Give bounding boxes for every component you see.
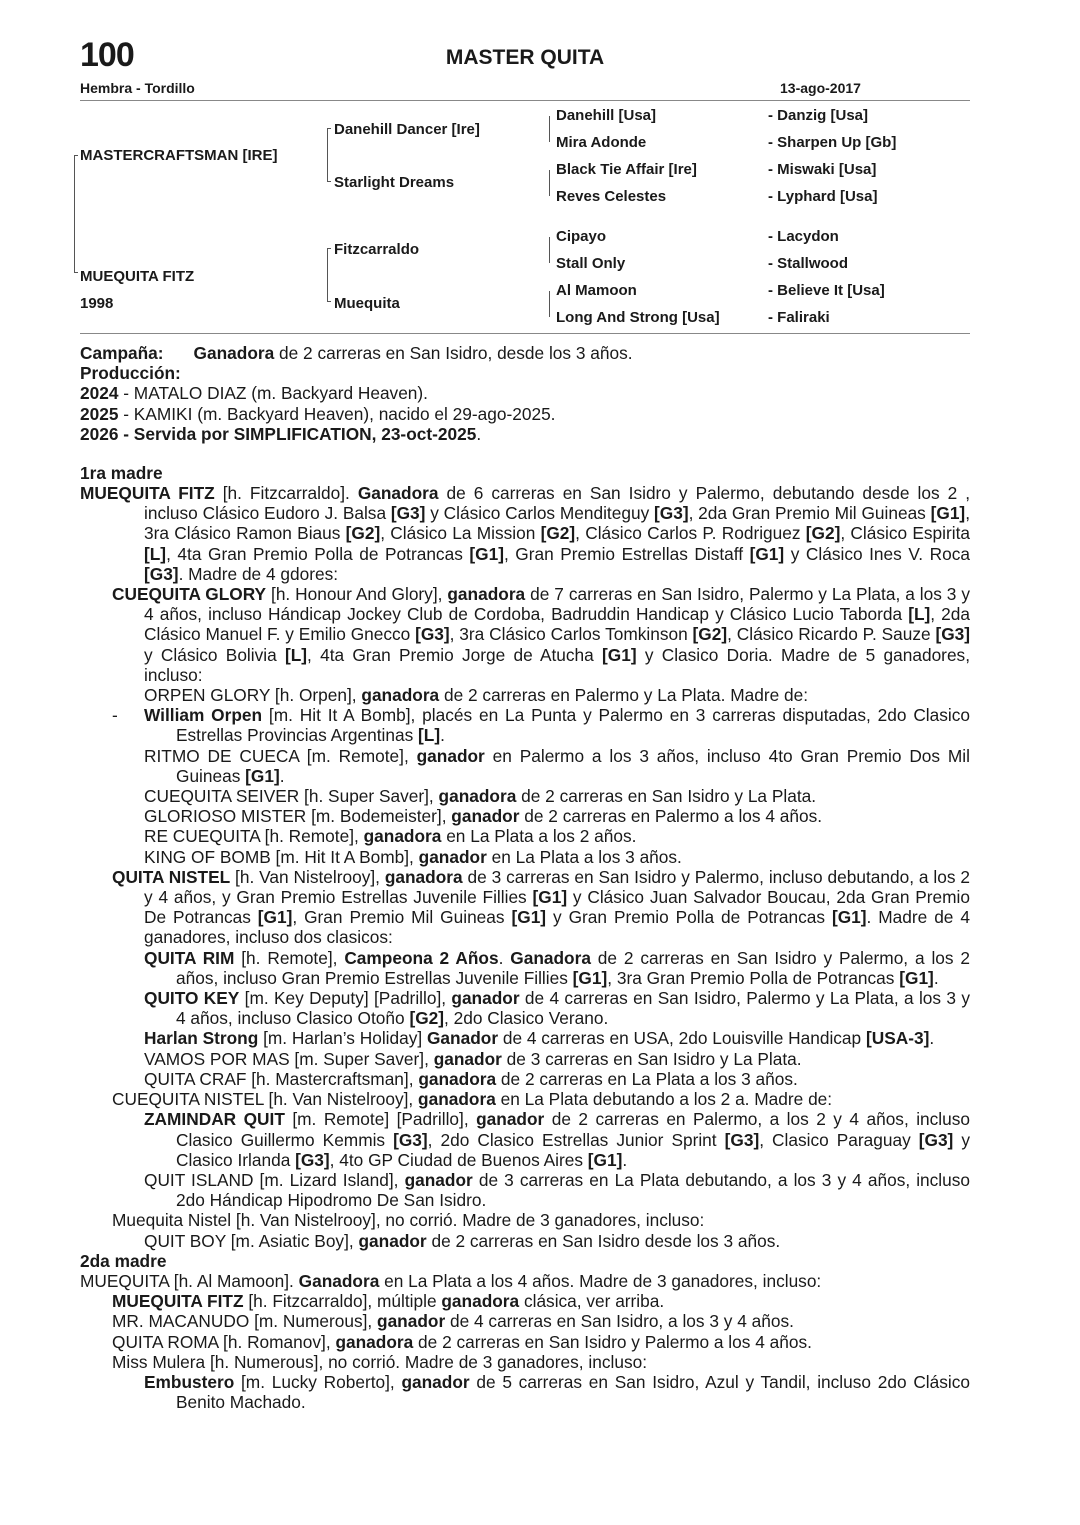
bracket-line	[327, 248, 328, 302]
bracket-line	[549, 116, 550, 142]
entry-text: y Gran Premio Polla de Potrancas	[546, 907, 832, 928]
entry-text: de 2 carreras en Palermo a los 4 años.	[519, 806, 823, 827]
family-entry	[80, 685, 970, 705]
entry-text: , Gran Premio Estrellas Distaff	[503, 543, 750, 564]
entry-text: en La Plata a los 2 años.	[441, 826, 637, 847]
entry-text: QUIT BOY [m. Asiatic Boy],	[144, 1230, 359, 1251]
entry-text: CUEQUITA SEIVER [h. Super Saver],	[144, 786, 439, 807]
grade-badge: [G3]	[390, 503, 426, 524]
grade-badge: [L]	[908, 604, 931, 625]
entry-text: RITMO DE CUECA [m. Remote],	[144, 745, 417, 766]
grade-badge: [G2]	[345, 523, 381, 544]
entry-text: en La Plata a los 4 años. Madre de 3 ganadores, incluso:	[379, 1270, 822, 1291]
entry-text: QUITA ROMA [h. Romanov],	[112, 1331, 336, 1352]
grade-badge: [G1]	[602, 644, 637, 665]
bracket-line	[74, 155, 75, 273]
entry-name: QUITA RIM	[144, 947, 235, 968]
entry-text: Ganador	[426, 1028, 499, 1049]
family-entry	[80, 1028, 970, 1048]
entry-text: ganadora	[384, 866, 463, 887]
entry-text: QUITA CRAF [h. Mastercraftsman],	[144, 1068, 419, 1089]
pedigree-gen3: Mira Adonde	[556, 134, 647, 151]
family-entry	[80, 948, 970, 988]
bracket-line	[549, 170, 550, 196]
production-row	[80, 424, 970, 444]
entry-text: , Gran Premio Mil Guineas	[292, 907, 512, 928]
production-title: Producción:	[80, 363, 181, 384]
production-text: - KAMIKI (m. Backyard Heaven), nacido el 29-ago-2025.	[118, 403, 556, 424]
entry-text: de 7 carreras en San Isidro, Palermo y La Plata, a los 3 y 4 años, incluso Hándicap Jockey Club de Cordoba, Badruddin Handicap y Clásico Lucio Taborda	[144, 584, 970, 625]
entry-text: ganadora	[438, 786, 517, 807]
entry-text: ORPEN GLORY [h. Orpen],	[144, 685, 362, 706]
bracket-line	[549, 237, 550, 263]
entry-text: [h. Van Nistelrooy],	[230, 866, 385, 887]
horse-name: MASTER QUITA	[445, 46, 605, 69]
production-text: - MATALO DIAZ (m. Backyard Heaven).	[118, 383, 428, 404]
entry-text: en La Plata a los 3 años.	[486, 846, 682, 867]
family-entry	[80, 483, 970, 584]
grade-badge: [G1]	[257, 907, 293, 928]
entry-text: QUIT ISLAND [m. Lizard Island],	[144, 1169, 405, 1190]
birth-date: 13-ago-2017	[780, 80, 861, 96]
grade-badge: [L]	[284, 644, 308, 665]
grade-badge: [G1]	[532, 887, 568, 908]
grade-badge: [L]	[144, 543, 167, 564]
pedigree-gen4-name: Lyphard [Usa]	[777, 188, 878, 205]
grade-badge: [G2]	[805, 523, 841, 544]
entry-text: MUEQUITA [h. Al Mamoon].	[80, 1270, 299, 1291]
pedigree-gen3: Danehill [Usa]	[556, 107, 657, 124]
entry-text: , Clásico Carlos P. Rodriguez	[575, 523, 806, 544]
pedigree-sire: MASTERCRAFTSMAN [IRE]	[80, 147, 278, 164]
entry-text: en La Plata debutando a los 2 a. Madre de:	[495, 1089, 833, 1110]
entry-text: .	[933, 967, 939, 988]
campaign-label: Campaña:	[80, 343, 164, 363]
entry-name: ZAMINDAR QUIT	[144, 1109, 285, 1130]
entry-text: ganadora	[418, 1068, 497, 1089]
entry-name: QUITA NISTEL	[112, 866, 231, 887]
pedigree-gen4: - Danzig [Usa]	[768, 107, 869, 124]
entry-name: MUEQUITA FITZ	[112, 1291, 244, 1312]
entry-text: [h. Honour And Glory],	[266, 584, 448, 605]
grade-badge: [G1]	[831, 907, 867, 928]
family-entry	[80, 1352, 970, 1372]
entry-text: ganador	[401, 1371, 470, 1392]
family-entry	[80, 988, 970, 1028]
pedigree-gen4-name: Faliraki	[777, 309, 830, 326]
pedigree-gen4-name: Danzig [Usa]	[777, 107, 869, 124]
entry-name: CUEQUITA GLORY	[112, 584, 267, 605]
pedigree-gen3: Al Mamoon	[556, 282, 637, 299]
entry-text: de 3 carreras en La Plata debutando, a los 3 y 4 años, incluso 2do Hándicap Hipodromo De San Isidro.	[176, 1169, 971, 1211]
entry-text: ganador	[418, 846, 487, 867]
production-row	[80, 383, 970, 403]
production-text: - Servida por SIMPLIFICATION, 23-oct-2025	[118, 423, 477, 444]
entry-text: RE CUEQUITA [h. Remote],	[144, 826, 364, 847]
family-entry	[80, 1109, 970, 1170]
grade-badge: [G1]	[930, 503, 966, 524]
grade-badge: [G1]	[511, 907, 547, 928]
entry-text: de 2 carreras en San Isidro desde los 3 años.	[426, 1230, 781, 1251]
entry-text: de 3 carreras en San Isidro y Palermo, incluso debutando, a los 2 y 4 años, y Gran Premio Estrellas Juvenile Fillies	[144, 866, 970, 908]
pedigree-gen4-name: Stallwood	[777, 255, 849, 272]
entry-text: de 2 carreras en Palermo, a los 2 y 4 años, incluso Clasico Guillermo Kemmis	[176, 1109, 970, 1150]
entry-text: ganador	[433, 1048, 502, 1069]
family-entry	[80, 826, 970, 846]
sex-color: Hembra - Tordillo	[80, 80, 195, 96]
entry-text: , 4to GP Ciudad de Buenos Aires	[329, 1149, 588, 1170]
grade-badge: [G1]	[749, 543, 785, 564]
entry-text: [h. Fitzcarraldo], múltiple	[243, 1291, 442, 1312]
entry-text: .	[279, 765, 285, 786]
header-rule	[80, 100, 970, 101]
entry-text: .	[440, 725, 445, 746]
pedigree-rule	[80, 333, 970, 334]
entry-text: de 2 carreras en San Isidro y Palermo a los 4 años.	[413, 1331, 812, 1352]
bracket-tick	[74, 272, 78, 273]
family-entry	[80, 867, 970, 948]
grade-badge: [G3]	[295, 1149, 330, 1170]
family-entry	[80, 1332, 970, 1352]
pedigree-dam-year: 1998	[80, 295, 114, 312]
entry-text: KING OF BOMB [m. Hit It A Bomb],	[144, 846, 419, 867]
grade-badge: [G2]	[692, 624, 728, 645]
first-dam-section	[80, 463, 970, 483]
campaign-result: Ganadora	[193, 343, 275, 363]
entry-text: ganador	[476, 1109, 545, 1130]
entry-text: Ganadora	[298, 1270, 380, 1291]
entry-text: ganadora	[363, 826, 442, 847]
family-entry	[80, 705, 970, 745]
entry-text: .	[498, 947, 511, 968]
campaign-line	[80, 343, 970, 363]
entry-text: clásica, ver arriba.	[519, 1291, 665, 1312]
bracket-tick	[327, 128, 331, 129]
pedigree-gen4: - Faliraki	[768, 309, 830, 326]
entry-text: ganadora	[441, 1291, 520, 1312]
family-entry	[80, 847, 970, 867]
pedigree-gen4: - Lacydon	[768, 228, 839, 245]
entry-text: de 2 carreras en San Isidro y Palermo, a los 2 años, incluso Gran Premio Estrellas Juvenile Fillies	[176, 947, 971, 988]
entry-text: ganador	[416, 745, 485, 766]
entry-text: de 3 carreras en San Isidro y La Plata.	[501, 1048, 802, 1069]
entry-text: MR. MACANUDO [m. Numerous],	[112, 1311, 378, 1332]
entry-text: , 4ta Gran Premio Jorge de Atucha	[307, 644, 603, 665]
entry-text: , Clásico La Mission	[380, 523, 541, 544]
entry-text: Muequita Nistel [h. Van Nistelrooy], no corrió. Madre de 3 ganadores, incluso:	[112, 1210, 705, 1231]
entry-text: y Clásico Juan Salvador Boucau, 2da Gran Premio De Potrancas	[144, 887, 970, 928]
entry-text: y Clásico Bolivia	[144, 644, 285, 665]
entry-text: [m. Key Deputy] [Padrillo],	[239, 988, 452, 1009]
family-entry	[80, 806, 970, 826]
entry-text: .	[929, 1028, 935, 1049]
pedigree-gen4: - Sharpen Up [Gb]	[768, 134, 897, 151]
bracket-line	[327, 128, 328, 182]
entry-text: [h. Fitzcarraldo].	[214, 483, 358, 503]
production-row	[80, 404, 970, 424]
production-year: 2024	[80, 383, 119, 404]
entry-name: William Orpen	[144, 705, 263, 726]
entry-text: , 3ra Clásico Carlos Tomkinson	[449, 624, 693, 645]
grade-badge: [G3]	[724, 1129, 760, 1150]
entry-text: ganador	[451, 988, 520, 1009]
entry-text: [m. Lucky Roberto],	[234, 1371, 402, 1392]
entry-text: [m. Hit It A Bomb], placés en La Punta y Palermo en 3 carreras disputadas, 2do Clasico Estrellas Provincias Argentinas	[176, 705, 970, 746]
pedigree-gen2: Fitzcarraldo	[334, 241, 420, 258]
entry-name: QUITO KEY	[144, 988, 240, 1009]
grade-badge: [G2]	[540, 523, 576, 544]
pedigree-gen4: - Stallwood	[768, 255, 849, 272]
second-dam-title: 2da madre	[80, 1250, 167, 1271]
entry-text: Miss Mulera [h. Numerous], no corrió. Madre de 3 ganadores, incluso:	[112, 1351, 648, 1372]
production-tail: .	[476, 423, 482, 444]
entry-text: .	[622, 1149, 628, 1170]
pedigree-gen4-name: Believe It [Usa]	[777, 282, 885, 299]
entry-text: ganadora	[361, 685, 440, 706]
entry-text: de 6 carreras en San Isidro y Palermo, debutando desde los 2 , incluso Clásico Eudoro J. Balsa	[144, 483, 970, 524]
pedigree-gen2: Danehill Dancer [Ire]	[334, 121, 480, 138]
pedigree-gen3: Long And Strong [Usa]	[556, 309, 720, 326]
entry-text: , 4ta Gran Premio Polla de Potrancas	[166, 543, 470, 564]
entry-text: ganador	[404, 1169, 473, 1190]
entry-text: y Clásico Ines V. Roca	[784, 543, 970, 564]
entry-text: GLORIOSO MISTER [m. Bodemeister],	[144, 806, 452, 827]
grade-badge: [G3]	[415, 624, 450, 645]
family-entry	[80, 1311, 970, 1331]
entry-text: de 2 carreras en Palermo y La Plata. Madre de:	[439, 685, 809, 706]
entry-text: , Clasico Paraguay	[759, 1129, 919, 1150]
bracket-tick	[327, 181, 331, 182]
bracket-tick	[74, 155, 78, 156]
entry-text: ganador	[451, 806, 520, 827]
pedigree-gen4: - Believe It [Usa]	[768, 282, 885, 299]
grade-badge: [L]	[418, 725, 441, 746]
family-entry	[80, 1210, 970, 1230]
pedigree-gen3: Black Tie Affair [Ire]	[556, 161, 697, 178]
entry-text: , 2da Gran Premio Mil Guineas	[688, 503, 931, 524]
family-entry	[80, 746, 970, 786]
entry-text: CUEQUITA NISTEL [h. Van Nistelrooy],	[112, 1089, 419, 1110]
family-entry	[80, 1069, 970, 1089]
grade-badge: [G3]	[935, 624, 970, 645]
pedigree-gen4-name: Lacydon	[777, 228, 839, 245]
campaign-text: de 2 carreras en San Isidro, desde los 3 años.	[274, 343, 633, 363]
production-year: 2026	[80, 423, 119, 444]
entry-text: en Palermo a los 3 años, incluso 4to Gran Premio Dos Mil Guineas	[176, 745, 970, 786]
pedigree-gen2: Muequita	[334, 295, 400, 312]
family-entry	[80, 584, 970, 685]
pedigree-gen4: - Miswaki [Usa]	[768, 161, 877, 178]
family-entry	[80, 1231, 970, 1251]
entry-text: , Clásico Espirita	[840, 523, 970, 544]
family-entry	[80, 1089, 970, 1109]
pedigree-gen4-name: Miswaki [Usa]	[777, 161, 877, 178]
entry-text: . Madre de 4 ganadores, incluso dos clasicos:	[144, 907, 970, 948]
entry-name: Embustero	[144, 1371, 235, 1392]
entry-text: ganadora	[447, 584, 526, 605]
entry-text: de 5 carreras en San Isidro, Azul y Tandil, incluso 2do Clásico Benito Machado.	[176, 1371, 970, 1413]
grade-badge: [G3]	[918, 1129, 954, 1150]
entry-text: , 2do Clasico Verano.	[444, 1008, 609, 1029]
entry-text: de 2 carreras en La Plata a los 3 años.	[496, 1068, 798, 1089]
entry-text: de 2 carreras en San Isidro y La Plata.	[516, 786, 817, 807]
entry-text: Ganadora	[357, 483, 439, 503]
family-entry	[80, 1372, 970, 1412]
entry-text: ganadora	[335, 1331, 414, 1352]
family-entry	[80, 1271, 970, 1291]
grade-badge: [G1]	[572, 967, 608, 988]
entry-text: , 3ra Gran Premio Polla de Potrancas	[607, 967, 900, 988]
entry-name: Harlan Strong	[144, 1028, 259, 1049]
pedigree-gen3: Cipayo	[556, 228, 607, 245]
grade-badge: [G2]	[409, 1008, 444, 1029]
entry-text: y Clasico Irlanda	[176, 1129, 970, 1170]
bracket-tick	[327, 248, 331, 249]
entry-text: , Clásico Ricardo P. Sauze	[727, 624, 936, 645]
grade-badge: [G3]	[654, 503, 689, 524]
entry-text: y Clasico Doria. Madre de 5 ganadores, incluso:	[144, 644, 970, 685]
pedigree-dam: MUEQUITA FITZ	[80, 268, 195, 285]
entry-text: , 2do Clasico Estrellas Junior Sprint	[427, 1129, 725, 1150]
production-year: 2025	[80, 403, 119, 424]
entry-text: [m. Remote] [Padrillo],	[284, 1109, 477, 1130]
grade-badge: [G1]	[899, 967, 934, 988]
entry-text: . Madre de 4 gdores:	[178, 563, 339, 584]
family-entry	[80, 786, 970, 806]
grade-badge: [G1]	[245, 765, 280, 786]
entry-text: Campeona 2 Años	[344, 947, 499, 968]
entry-text: [m. Harlan’s Holiday]	[258, 1028, 427, 1049]
entry-text: de 4 carreras en San Isidro, a los 3 y 4 años.	[445, 1311, 794, 1332]
grade-badge: [USA-3]	[865, 1028, 930, 1049]
grade-badge: [G3]	[144, 563, 179, 584]
first-dam-title: 1ra madre	[80, 463, 163, 483]
entry-text: [h. Remote],	[234, 947, 345, 968]
grade-badge: [G1]	[587, 1149, 623, 1170]
bracket-tick	[327, 301, 331, 302]
family-text	[80, 483, 970, 1412]
entry-text: , 3ra Clásico Ramon Biaus	[144, 503, 970, 544]
grade-badge: [G3]	[393, 1129, 428, 1150]
catalog-number: 100	[80, 36, 134, 74]
entry-text: , 2da Clásico Manuel F. y Emilio Gnecco	[144, 604, 971, 645]
entry-text: de 4 carreras en San Isidro, Palermo y La Plata, a los 3 y 4 años, incluso Clasico Otoño	[176, 988, 970, 1029]
family-entry	[80, 1170, 970, 1210]
pedigree-gen4-name: Sharpen Up [Gb]	[777, 134, 897, 151]
bracket-line	[549, 291, 550, 317]
pedigree-gen3: Reves Celestes	[556, 188, 667, 205]
entry-text: y Clásico Carlos Menditeguy	[425, 503, 655, 524]
entry-text: de 4 carreras en USA, 2do Louisville Handicap	[498, 1028, 866, 1049]
production-label	[80, 363, 970, 383]
entry-text: ganador	[358, 1230, 427, 1251]
family-entry	[80, 1049, 970, 1069]
grade-badge: [G1]	[469, 543, 504, 564]
entry-text: Ganadora	[510, 947, 591, 968]
family-entry	[80, 1291, 970, 1311]
entry-text: VAMOS POR MAS [m. Super Saver],	[144, 1048, 434, 1069]
entry-name: MUEQUITA FITZ	[80, 483, 215, 503]
pedigree-gen3: Stall Only	[556, 255, 626, 272]
entry-text: ganadora	[418, 1089, 496, 1110]
entry-text: ganador	[377, 1311, 446, 1332]
pedigree-gen4: - Lyphard [Usa]	[768, 188, 878, 205]
pedigree-gen2: Starlight Dreams	[334, 174, 455, 191]
campaign-section	[80, 343, 970, 444]
bullet-dash: -	[112, 705, 118, 726]
